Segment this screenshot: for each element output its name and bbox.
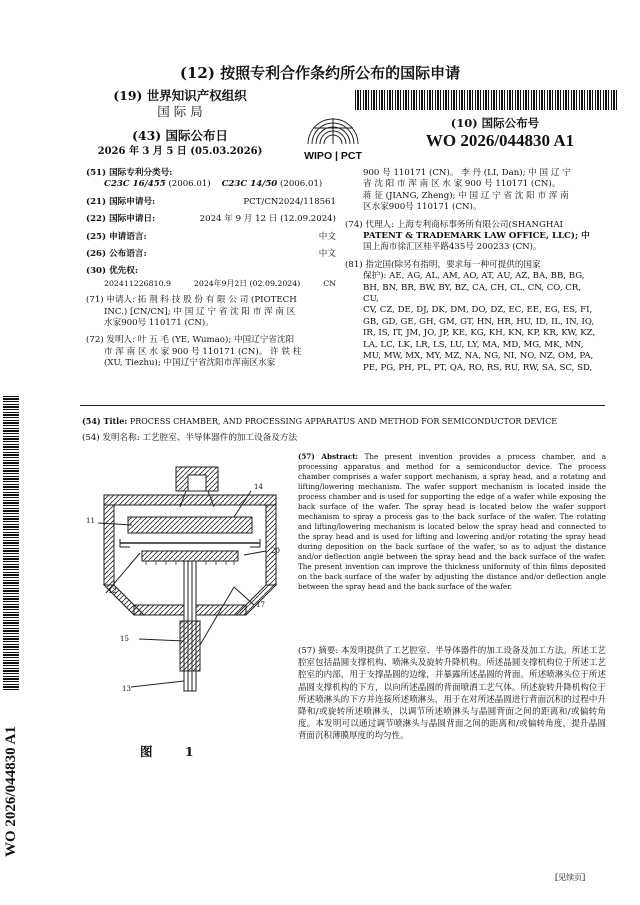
field-25-label: (25) 申请语言: [86,231,147,242]
designated-states-line: 保护): AE, AG, AL, AM, AO, AT, AU, AZ, BA, BB, BG, [363,271,585,282]
inventor-line: 蒋 征 (JIANG, Zheng); 中 国 辽 宁 省 沈 阳 市 浑 南 [363,190,569,201]
agent-line: 国上海市徐汇区桂平路435号 200233 (CN)。 [363,242,542,253]
inventor-line: 省 沈 阳 市 浑 南 区 水 家 900 号 110171 (CN)。 [363,179,561,190]
field-25 [86,232,336,243]
wipo-org-name: (19) 世界知识产权组织 [113,88,247,103]
field-26 [86,249,336,260]
wipo-emblem-icon [298,110,368,146]
abstract-en-text: The present invention provides a process chamber, and a processing apparatus and method for a semiconductor device. The process chamber comprises a wafer support mechanism, a spray head, and a rotating and lifting/lowering mechanism. The wafer support mechanism is located inside the process chamber and is used for supporting the edge of a wafer while exposing the back surface of the wafer. The spray head is located below the wafer support mechanism to spray a process gas to the back surface of the wafer. The rotating and lifting/lowering mechanism is located below the spray head and connected to the spray head and is used for lifting and lowering and/or rotating the spray head during deposition on the back surface of the wafer, so as to adjust the distance and/or deflection angle between the spray head and the back surface of the wafer. The present invention can improve the thickness uniformity of thin films deposited on the back surface of the wafer by adjusting the distance and/or deflection angle between the spray head and the back surface of the wafer. [298,452,606,591]
figure-label: 13 [122,685,131,693]
field-22-label: (22) 国际申请日: [86,214,156,225]
side-pub-number: WO 2026/044830 A1 [3,726,19,857]
abstract-zh [298,645,606,743]
designated-states-line: CV, CZ, DE, DJ, DK, DM, DO, DZ, EC, EE, EG, ES, FI, [363,305,593,316]
agent-line: PATENT & TRADEMARK LAW OFFICE, LLC); 中 [363,231,590,242]
figure-label: 12 [108,587,117,595]
figure-label: 11 [86,517,95,525]
field-26-label: (26) 公布语言: [86,249,147,260]
field-51-label: (51) 国际专利分类号: [86,168,173,178]
side-barcode [3,395,19,690]
spray-head [142,551,238,561]
priority-country: CN [323,278,336,288]
figure-label: 17 [256,601,265,609]
title-en-label: (54) Title: [82,416,128,426]
pub-date-label: (43) 国际公布日 [131,128,229,143]
field-21 [86,197,336,208]
field-21-label: (21) 国际申请号: [86,196,156,207]
priority-number: 202411226810.9 [104,278,171,288]
inventor-line: 900 号 110171 (CN)。 李 丹 (LI, Dan); 中 国 辽 宁 [363,168,571,178]
wipo-logo [298,110,368,160]
biblio-right [345,168,597,374]
applicant-line: 水家900号 110171 (CN)。 [104,318,214,329]
figure-label: 15 [120,635,129,643]
inventor-line: 区水家900号 110171 (CN)。 [363,202,482,213]
section-divider [80,405,605,406]
figure-label: 20 [271,547,280,555]
designated-states-line: LA, LC, LK, LR, LS, LU, LY, MA, MD, MG, MK, MN, [363,339,584,350]
ipc-code: C23C 14/50 [221,179,278,190]
designated-states-line: (81) 指定国(除另有指明，要求每一种可提供的国家 [345,259,541,270]
ipc-date: (2006.01) [168,179,211,190]
top-heater [128,517,252,533]
designated-states-line: GB, GD, GE, GH, GM, GT, HN, HR, HU, ID, IL, IN, IQ, [363,316,595,327]
field-74 [345,220,597,254]
figure-caption: 图 1 [140,744,208,759]
lift-bellows [180,621,200,671]
field-22 [86,214,336,225]
designated-states-line: PE, PG, PH, PL, PT, QA, RO, RS, RU, RW, SA, SC, SD, [363,362,593,373]
abstract-zh-label: (57) 摘要: [298,646,339,656]
inventor-line: 市 浑 南 区 水 家 900 号 110171 (CN)。 许 铁 柱 [104,346,302,357]
inventor-line: (XU, Tiezhu); 中国辽宁省沈阳市浑南区水家 [104,358,276,369]
field-81 [345,260,597,374]
pub-number-label: (10) 国际公布号 [450,116,540,130]
abstract-en-label: (57) Abstract: [298,452,359,461]
continued-marker: [见续页] [555,873,586,882]
field-71 [86,295,336,329]
figure-1 [84,455,294,760]
designated-states-line: MU, MW, MX, MY, MZ, NA, NG, NI, NO, NZ, OM, PA, [363,351,594,362]
designated-states-line: IR, IS, IT, JM, JO, JP, KE, KG, KH, KN, KP, KR, KW, KZ, [363,328,596,339]
ipc-code: C23C 16/455 [104,179,166,190]
chamber-wall-left [104,505,114,585]
applicant-line: INC.) [CN/CN]; 中 国 辽 宁 省 沈 阳 市 浑 南 区 [104,306,296,317]
figure-label: 14 [254,483,263,491]
wipo-logo-text: WIPO | PCT [304,150,362,162]
intl-bureau: 国 际 局 [157,104,203,119]
field-25-value: 中文 [318,231,336,242]
title-en-text: PROCESS CHAMBER, AND PROCESSING APPARATUS AND METHOD FOR SEMICONDUCTOR DEVICE [129,417,558,426]
field-51-classes [86,179,336,190]
title-en [82,416,607,427]
field-72 [86,335,336,369]
ipc-date: (2006.01) [280,179,323,190]
title-zh: (54) 发明名称: 工艺腔室、半导体器件的加工设备及方法 [82,433,298,443]
abstract-zh-text: 本发明提供了工艺腔室、半导体器件的加工设备及加工方法。所述工艺腔室包括晶圆支撑机构、喷淋头及旋转升降机构。所述晶圆支撑机构位于所述工艺腔室的内部，用于支撑晶圆的边缘，并暴露所述晶圆的背面。所述喷淋头位于所述晶圆支撑机构的下方，以向所述晶圆的背面喷洒工艺气体。所述旋转升降机构位于所述喷淋头的下方并连接所述喷淋头，用于在对所述晶圆进行背面沉积的过程中升降和/或旋转所述喷淋头，以调节所述喷淋头与晶圆背面之间的距离和/或偏转角度。本发明可以通过调节喷淋头与晶圆背面之间的距离和/或偏转角度，提升晶圆背面沉积薄膜厚度的均匀性。 [298,646,606,742]
field-21-value: PCT/CN2024/118561 [243,196,336,207]
publication-heading: (12) 按照专利合作条约所公布的国际申请 [179,64,461,82]
field-30-label: (30) 优先权: [86,266,139,277]
barcode [355,90,617,110]
pub-number: WO 2026/044830 A1 [425,131,575,150]
agent-line: (74) 代理人: 上海专利商标事务所有限公司(SHANGHAI [345,219,563,230]
pub-date: 2026 年 3 月 5 日 (05.03.2026) [97,146,263,157]
applicant-line: (71) 申请人: 拓 荆 科 技 股 份 有 限 公 司 (PIOTECH [86,295,297,306]
inventor-line: (72) 发明人: 叶 五 毛 (YE, Wumao); 中国辽宁省沈阳 [86,335,295,346]
designated-states-line: BH, BN, BR, BW, BY, BZ, CA, CH, CL, CN, CO, CR, CU, [363,282,582,305]
field-26-value: 中文 [318,249,336,260]
biblio-left [86,168,336,370]
priority-date: 2024年9月2日 (02.09.2024) [193,278,301,288]
chamber-wall-right [266,505,276,585]
field-22-value: 2024 年 9 月 12 日 (12.09.2024) [199,214,336,225]
chamber-drawing [84,455,294,760]
abstract-en [298,452,606,592]
chamber-lid [104,495,276,505]
field-30-row [86,278,336,289]
